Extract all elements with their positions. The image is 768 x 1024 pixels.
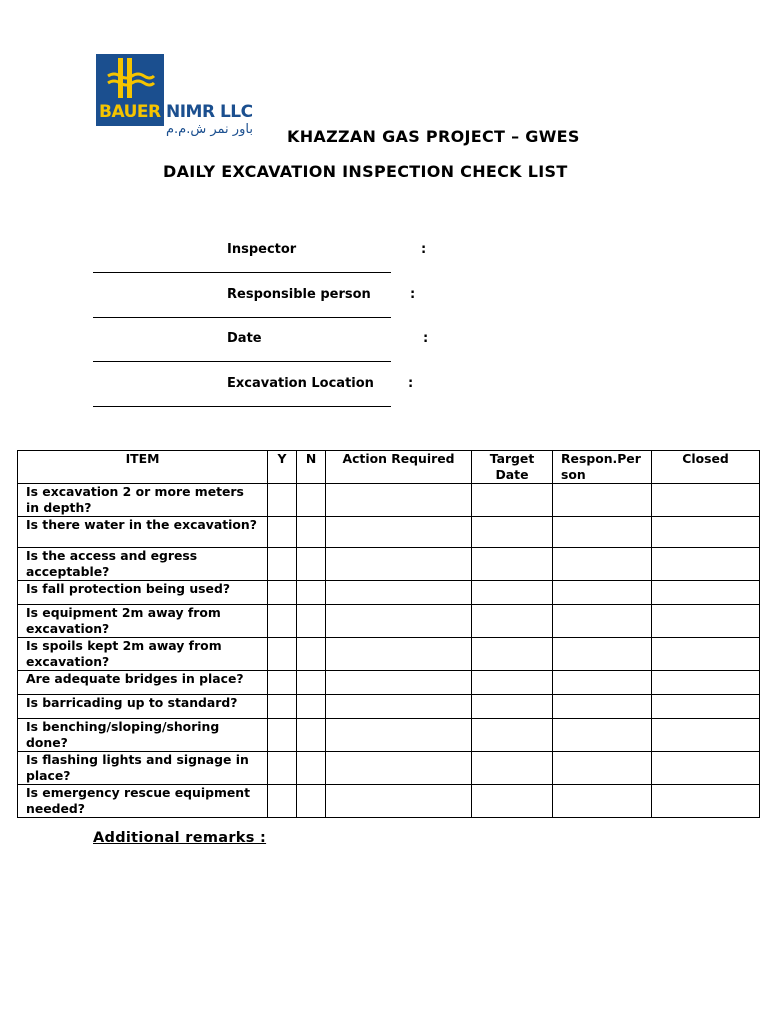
table-row — [18, 785, 760, 818]
cell-target-date[interactable] — [472, 719, 553, 752]
cell-target-date[interactable] — [472, 671, 553, 695]
table-row — [18, 695, 760, 719]
table-row — [18, 638, 760, 671]
cell-responsible-person[interactable] — [553, 517, 652, 548]
inspection-table — [17, 450, 760, 818]
cell-action-required[interactable] — [326, 785, 472, 818]
row-item: Is fall protection being used? — [18, 581, 268, 605]
cell-y[interactable] — [268, 517, 297, 548]
header-action-required: Action Required — [326, 451, 472, 484]
row-item: Is flashing lights and signage in place? — [18, 752, 268, 785]
cell-action-required[interactable] — [326, 719, 472, 752]
cell-n[interactable] — [297, 605, 326, 638]
cell-n[interactable] — [297, 638, 326, 671]
cell-target-date[interactable] — [472, 548, 553, 581]
cell-closed[interactable] — [652, 517, 760, 548]
excavation-location-colon: : — [408, 376, 414, 391]
header-y: Y — [268, 451, 297, 484]
cell-responsible-person[interactable] — [553, 719, 652, 752]
header-item: ITEM — [18, 451, 268, 484]
cell-n[interactable] — [297, 785, 326, 818]
header-responsible-person: Respon.Per son — [553, 451, 652, 484]
logo-arabic-text: باور نمر ش.م.م — [166, 122, 253, 137]
cell-closed[interactable] — [652, 581, 760, 605]
cell-y[interactable] — [268, 581, 297, 605]
cell-target-date[interactable] — [472, 638, 553, 671]
responsible-person-colon: : — [410, 287, 416, 302]
cell-y[interactable] — [268, 695, 297, 719]
cell-action-required[interactable] — [326, 752, 472, 785]
page-title: DAILY EXCAVATION INSPECTION CHECK LIST — [163, 162, 568, 181]
cell-y[interactable] — [268, 548, 297, 581]
cell-responsible-person[interactable] — [553, 484, 652, 517]
row-item: Is the access and egress acceptable? — [18, 548, 268, 581]
responsible-person-label: Responsible person — [227, 287, 371, 302]
cell-action-required[interactable] — [326, 695, 472, 719]
cell-n[interactable] — [297, 671, 326, 695]
row-item: Are adequate bridges in place? — [18, 671, 268, 695]
cell-closed[interactable] — [652, 605, 760, 638]
inspector-colon: : — [421, 242, 427, 257]
cell-n[interactable] — [297, 719, 326, 752]
cell-closed[interactable] — [652, 719, 760, 752]
cell-y[interactable] — [268, 785, 297, 818]
date-label: Date — [227, 331, 262, 346]
table-row — [18, 752, 760, 785]
row-item: Is barricading up to standard? — [18, 695, 268, 719]
cell-closed[interactable] — [652, 785, 760, 818]
responsible-person-line[interactable] — [93, 317, 391, 318]
cell-responsible-person[interactable] — [553, 638, 652, 671]
cell-responsible-person[interactable] — [553, 752, 652, 785]
logo-brand-right: NIMR LLC — [166, 102, 253, 122]
cell-y[interactable] — [268, 671, 297, 695]
cell-action-required[interactable] — [326, 638, 472, 671]
cell-y[interactable] — [268, 638, 297, 671]
inspector-label: Inspector — [227, 242, 297, 257]
table-row — [18, 605, 760, 638]
cell-responsible-person[interactable] — [553, 785, 652, 818]
cell-target-date[interactable] — [472, 605, 553, 638]
logo-brand-left: BAUER — [99, 102, 161, 122]
cell-action-required[interactable] — [326, 517, 472, 548]
row-item: Is there water in the excavation? — [18, 517, 268, 548]
inspector-line[interactable] — [93, 272, 391, 273]
cell-target-date[interactable] — [472, 695, 553, 719]
cell-action-required[interactable] — [326, 548, 472, 581]
cell-responsible-person[interactable] — [553, 548, 652, 581]
cell-closed[interactable] — [652, 638, 760, 671]
cell-target-date[interactable] — [472, 484, 553, 517]
cell-n[interactable] — [297, 548, 326, 581]
cell-closed[interactable] — [652, 548, 760, 581]
cell-n[interactable] — [297, 695, 326, 719]
cell-target-date[interactable] — [472, 785, 553, 818]
table-row — [18, 581, 760, 605]
cell-y[interactable] — [268, 605, 297, 638]
table-row — [18, 671, 760, 695]
date-colon: : — [423, 331, 429, 346]
cell-n[interactable] — [297, 517, 326, 548]
cell-target-date[interactable] — [472, 517, 553, 548]
date-line[interactable] — [93, 361, 391, 362]
table-row — [18, 548, 760, 581]
cell-y[interactable] — [268, 719, 297, 752]
project-title: KHAZZAN GAS PROJECT – GWES — [287, 127, 580, 146]
row-item: Is benching/sloping/shoring done? — [18, 719, 268, 752]
cell-n[interactable] — [297, 581, 326, 605]
cell-closed[interactable] — [652, 752, 760, 785]
table-row — [18, 484, 760, 517]
cell-action-required[interactable] — [326, 581, 472, 605]
header-target-date: Target Date — [472, 451, 553, 484]
cell-responsible-person[interactable] — [553, 671, 652, 695]
cell-target-date[interactable] — [472, 581, 553, 605]
company-logo — [96, 54, 256, 142]
cell-n[interactable] — [297, 484, 326, 517]
table-row — [18, 517, 760, 548]
cell-y[interactable] — [268, 484, 297, 517]
header-closed: Closed — [652, 451, 760, 484]
cell-action-required[interactable] — [326, 671, 472, 695]
table-row — [18, 719, 760, 752]
cell-action-required[interactable] — [326, 484, 472, 517]
excavation-location-label: Excavation Location — [227, 376, 374, 391]
cell-responsible-person[interactable] — [553, 605, 652, 638]
cell-closed[interactable] — [652, 484, 760, 517]
cell-responsible-person[interactable] — [553, 695, 652, 719]
excavation-location-line[interactable] — [93, 406, 391, 407]
pile-icon — [96, 54, 164, 100]
cell-target-date[interactable] — [472, 752, 553, 785]
additional-remarks-label: Additional remarks : — [93, 830, 267, 846]
row-item: Is spoils kept 2m away from excavation? — [18, 638, 268, 671]
cell-action-required[interactable] — [326, 605, 472, 638]
row-item: Is emergency rescue equipment needed? — [18, 785, 268, 818]
cell-responsible-person[interactable] — [553, 581, 652, 605]
cell-y[interactable] — [268, 752, 297, 785]
row-item: Is excavation 2 or more meters in depth? — [18, 484, 268, 517]
header-n: N — [297, 451, 326, 484]
cell-n[interactable] — [297, 752, 326, 785]
row-item: Is equipment 2m away from excavation? — [18, 605, 268, 638]
cell-closed[interactable] — [652, 671, 760, 695]
cell-closed[interactable] — [652, 695, 760, 719]
